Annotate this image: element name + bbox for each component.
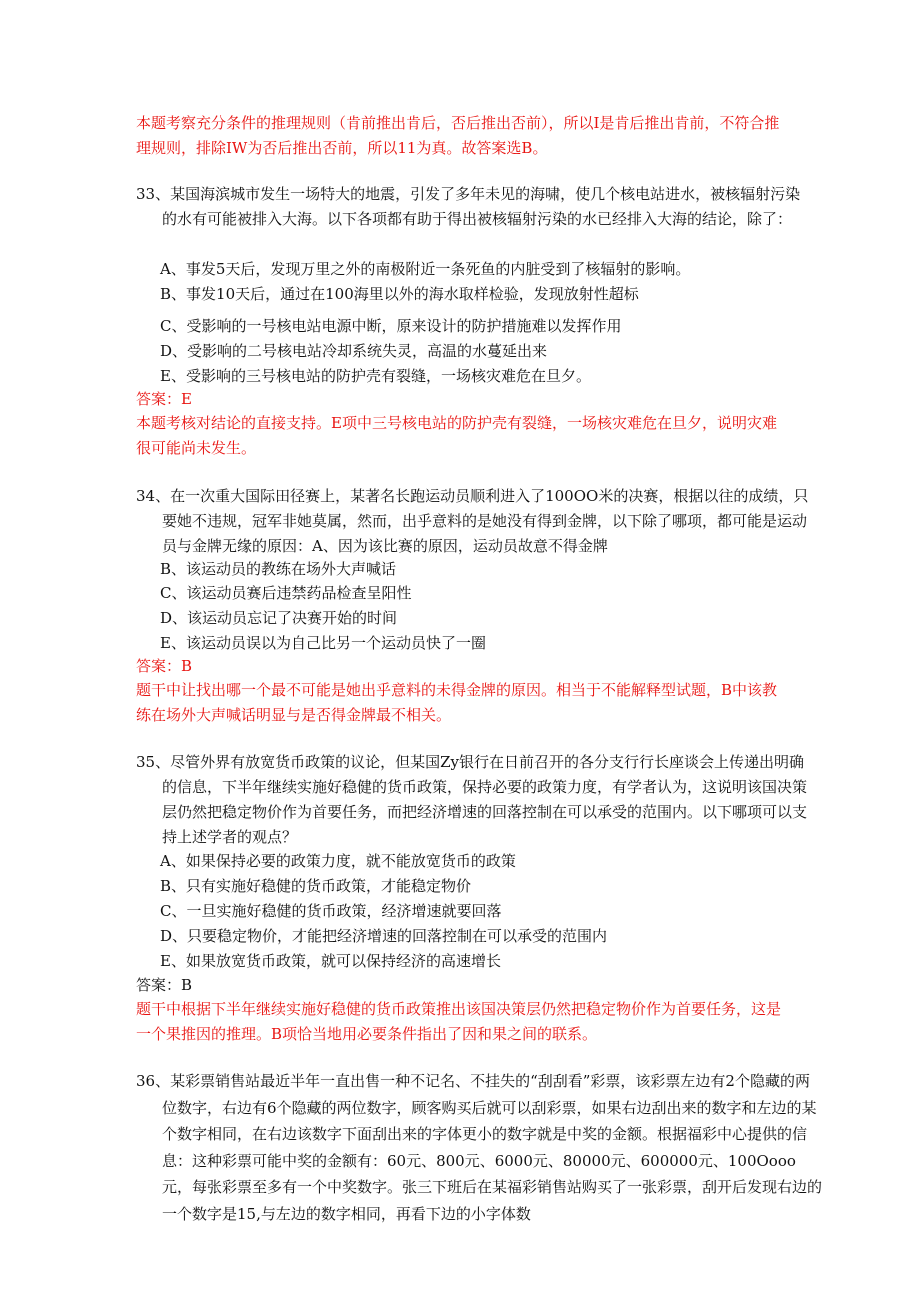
q33-option-d: D、受影响的二号核电站冷却系统失灵，高温的水蔓延出来 [160,342,548,360]
q35-option-c: C、一旦实施好稳健的货币政策，经济增速就要回落 [160,902,502,920]
q35-answer: 答案：B [136,976,193,994]
q33-answer: 答案：E [136,390,192,408]
q34-option-e: E、该运动员误以为自己比另一个运动员快了一圈 [160,634,486,652]
q35-option-e: E、如果放宽货币政策，就可以保持经济的高速增长 [160,952,501,970]
prev-question-explanation: 本题考察充分条件的推理规则（肯前推出肯后，否后推出否前），所以I是肯后推出肯前，不符合推理规则，排除IW为否后推出否前，所以11为真。故答案选B。 [136,114,780,157]
q33-option-c: C、受影响的一号核电站电源中断，原来设计的防护措施难以发挥作用 [160,317,622,335]
q33-option-a: A、事发5天后，发现万里之外的南极附近一条死鱼的内脏受到了核辐射的影响。 [160,260,691,278]
q34-stem: 34、在一次重大国际田径赛上，某著名长跑运动员顺利进入了100OO米的决赛，根据以往的成绩，只要她不违规，冠军非她莫属，然而，出乎意料的是她没有得到金牌，以下除了哪项，都可能是运动员与金牌无缘的原因：A、因为该比赛的原因，运动员故意不得金牌 [136,487,809,555]
q35-stem: 35、尽管外界有放宽货币政策的议论，但某国Zy银行在日前召开的各分支行行长座谈会上传递出明确的信息，下半年继续实施好稳健的货币政策，保持必要的政策力度，有学者认为，这说明该国决策层仍然把稳定物价作为首要任务，而把经济增速的回落控制在可以承受的范围内。以下哪项可以支持上述学者的观点？ [136,753,808,846]
q33-stem: 33、某国海滨城市发生一场特大的地震，引发了多年未见的海啸，使几个核电站进水，被核辐射污染的水有可能被排入大海。以下各项都有助于得出被核辐射污染的水已经排入大海的结论，除了： [136,185,801,228]
q35-explanation: 题干中根据下半年继续实施好稳健的货币政策推出该国决策层仍然把稳定物价作为首要任务，这是一个果推因的推理。B项恰当地用必要条件指出了因和果之间的联系。 [136,1000,782,1043]
q34-answer: 答案：B [136,657,193,675]
q34-option-b: B、该运动员的教练在场外大声喊话 [160,560,397,578]
q34-option-c: C、该运动员赛后违禁药品检查呈阳性 [160,584,412,602]
q36-stem: 36、某彩票销售站最近半年一直出售一种不记名、不挂失的“刮刮看”彩票，该彩票左边有2个隐藏的两位数字，右边有6个隐藏的两位数字，顾客购买后就可以刮彩票，如果右边刮出来的数字和左边的某个数字相同，在右边该数字下面刮出来的字体更小的数字就是中奖的金额。根据福彩中心提供的信息：这种彩票可能中奖的金额有：60元、800元、6000元、80000元、600000元、100Oooo元，每张彩票至多有一个中奖数字。张三下班后在某福彩销售站购买了一张彩票，刮开后发现右边的一个数字是15,与左边的数字相同，再看下边的小字体数 [136,1072,823,1223]
q34-option-d: D、该运动员忘记了决赛开始的时间 [160,609,398,627]
q34-explanation: 题干中让找出哪一个最不可能是她出乎意料的未得金牌的原因。相当于不能解释型试题，B中该教练在场外大声喊话明显与是否得金牌最不相关。 [136,681,778,724]
q33-option-e: E、受影响的三号核电站的防护壳有裂缝，一场核灾难危在旦夕。 [160,367,591,385]
q33-option-b: B、事发10天后，通过在100海里以外的海水取样检验，发现放射性超标 [160,285,639,303]
q35-option-a: A、如果保持必要的政策力度，就不能放宽货币的政策 [160,852,516,870]
q33-explanation: 本题考核对结论的直接支持。E项中三号核电站的防护壳有裂缝，一场核灾难危在旦夕，说明灾难很可能尚未发生。 [136,414,777,457]
q35-option-b: B、只有实施好稳健的货币政策，才能稳定物价 [160,877,472,895]
q35-option-d: D、只要稳定物价，才能把经济增速的回落控制在可以承受的范围内 [160,927,608,945]
